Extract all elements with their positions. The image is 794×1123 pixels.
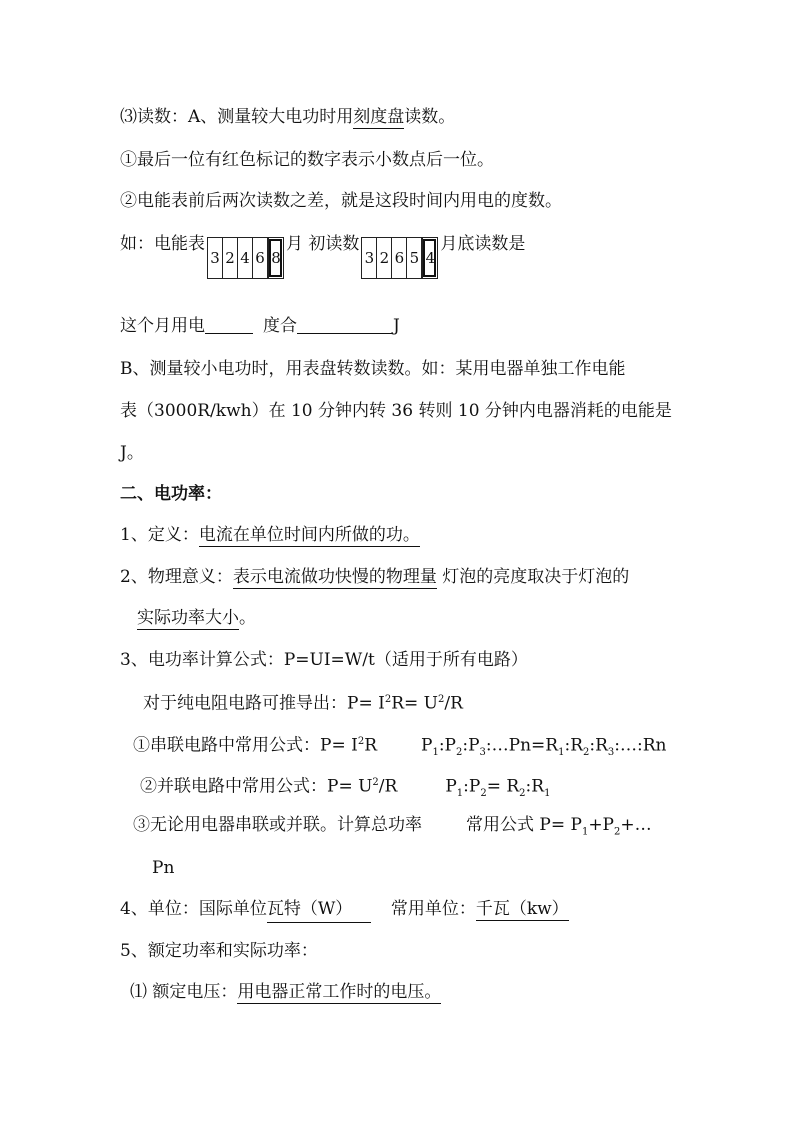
underlined-term: 千瓦（kw）	[475, 899, 569, 919]
red-digit-note: ①最后一位有红色标记的数字表示小数点后一位。	[120, 150, 494, 170]
text: R	[364, 735, 377, 756]
text: P	[421, 735, 433, 756]
text: :R	[589, 735, 608, 756]
text: 1、定义：	[120, 525, 199, 545]
text: 常用公式 P= P	[466, 815, 582, 835]
total-power-line-2: Pn	[152, 858, 175, 878]
text: 2、物理意义：	[120, 567, 233, 587]
formula-line: 3、电功率计算公式：P=UI=W/t（适用于所有电路）	[120, 650, 528, 670]
text: :…:Rn	[614, 735, 667, 756]
text: /R	[378, 776, 398, 797]
text: :…Pn=R	[485, 735, 559, 756]
underlined-term: 电流在单位时间内所做的功。	[198, 525, 420, 545]
meter-digit: 3	[208, 238, 223, 278]
text: 月底读数是	[440, 234, 526, 254]
text: 这个月用电	[120, 316, 205, 336]
method-b-line-2: 表（3000R/kwh）在 10 分钟内转 36 转则 10 分钟内电器消耗的电能是	[120, 401, 672, 421]
meter-digit-decimal: 4	[422, 238, 437, 278]
series-formula-line: ①串联电路中常用公式：$P= I^2R$ $P_1:P_2:P_3:\dots Pn=R_1:R_2:R_3:\dots:Rn$	[133, 735, 667, 759]
text: :P	[438, 735, 456, 756]
underlined-term: 表示电流做功快慢的物理量	[232, 567, 437, 587]
answer-blank[interactable]	[297, 315, 393, 334]
meter-reading-start	[207, 237, 284, 279]
answer-blank[interactable]	[205, 315, 253, 334]
meter-digit: 3	[362, 238, 377, 278]
meter-digit-decimal: 8	[268, 238, 283, 278]
text: 灯泡的亮度取决于灯泡的	[436, 567, 630, 587]
text: ⑴ 额定电压：	[130, 982, 238, 1002]
underlined-term: 瓦特（W）	[267, 897, 371, 923]
text: +…	[620, 815, 652, 835]
meter-digit: 5	[407, 238, 422, 278]
underlined-term: 实际功率大小	[137, 608, 239, 628]
text: = R	[486, 776, 520, 797]
section-heading: 二、电功率：	[120, 484, 222, 504]
text: ①串联电路中常用公式：P= I	[133, 735, 358, 756]
method-b-line-3: J。	[120, 443, 144, 463]
text: :P	[463, 776, 481, 797]
meter-example-line	[120, 232, 525, 279]
text: ②并联电路中常用公式：P= U	[140, 776, 373, 797]
reading-heading-line	[120, 105, 455, 129]
total-power-line: ③无论用电器串联或并联。计算总功率 常用公式 $P= P_1+P_2+\dots$	[133, 815, 652, 838]
rated-power-heading: 5、额定功率和实际功率：	[120, 941, 318, 961]
text: +P	[588, 815, 614, 835]
text: 对于纯电阻电路可推导出：P= I	[143, 693, 385, 714]
text: 4、单位：国际单位	[120, 899, 267, 919]
text: R= U	[391, 693, 438, 714]
text: J	[393, 316, 400, 336]
rated-voltage-line	[130, 980, 441, 1004]
text: /R	[444, 693, 463, 714]
text: ⑶读数：A、测量较大电功时用	[120, 107, 354, 127]
underlined-term: 用电器正常工作时的电压。	[237, 982, 442, 1002]
text: :R	[564, 735, 583, 756]
underlined-term: 刻度盘	[353, 107, 405, 127]
text: 读数。	[404, 107, 456, 127]
unit-line	[120, 897, 569, 923]
meaning-line-2	[137, 606, 256, 630]
meaning-line	[120, 565, 629, 589]
text: :P	[462, 735, 480, 756]
text: 。	[239, 608, 256, 628]
text: P	[445, 776, 457, 797]
meter-digit: 6	[253, 238, 268, 278]
parallel-formula-line: ②并联电路中常用公式：$P= U^2/R$ $P_1:P_2=$ $R_2:R_1$	[140, 776, 551, 800]
text: :R	[525, 776, 545, 797]
text: 度合	[263, 316, 297, 336]
difference-note: ②电能表前后两次读数之差，就是这段时间内用电的度数。	[120, 191, 562, 211]
pure-resistance-line: 对于纯电阻电路可推导出：$P= I^2R= U^2/R$	[143, 693, 463, 714]
meter-digit: 2	[377, 238, 392, 278]
fill-in-line	[120, 314, 400, 338]
text: ③无论用电器串联或并联。计算总功率	[133, 815, 422, 835]
text: 常用单位：	[390, 899, 476, 919]
text: 月 初读数	[286, 234, 360, 254]
meter-digit: 4	[238, 238, 253, 278]
meter-digit: 2	[223, 238, 238, 278]
method-b-line: B、测量较小电功时，用表盘转数读数。如：某用电器单独工作电能	[120, 359, 626, 379]
text: 如：电能表	[120, 234, 205, 254]
meter-reading-end	[361, 237, 438, 279]
meter-digit: 6	[392, 238, 407, 278]
definition-line	[120, 523, 420, 547]
